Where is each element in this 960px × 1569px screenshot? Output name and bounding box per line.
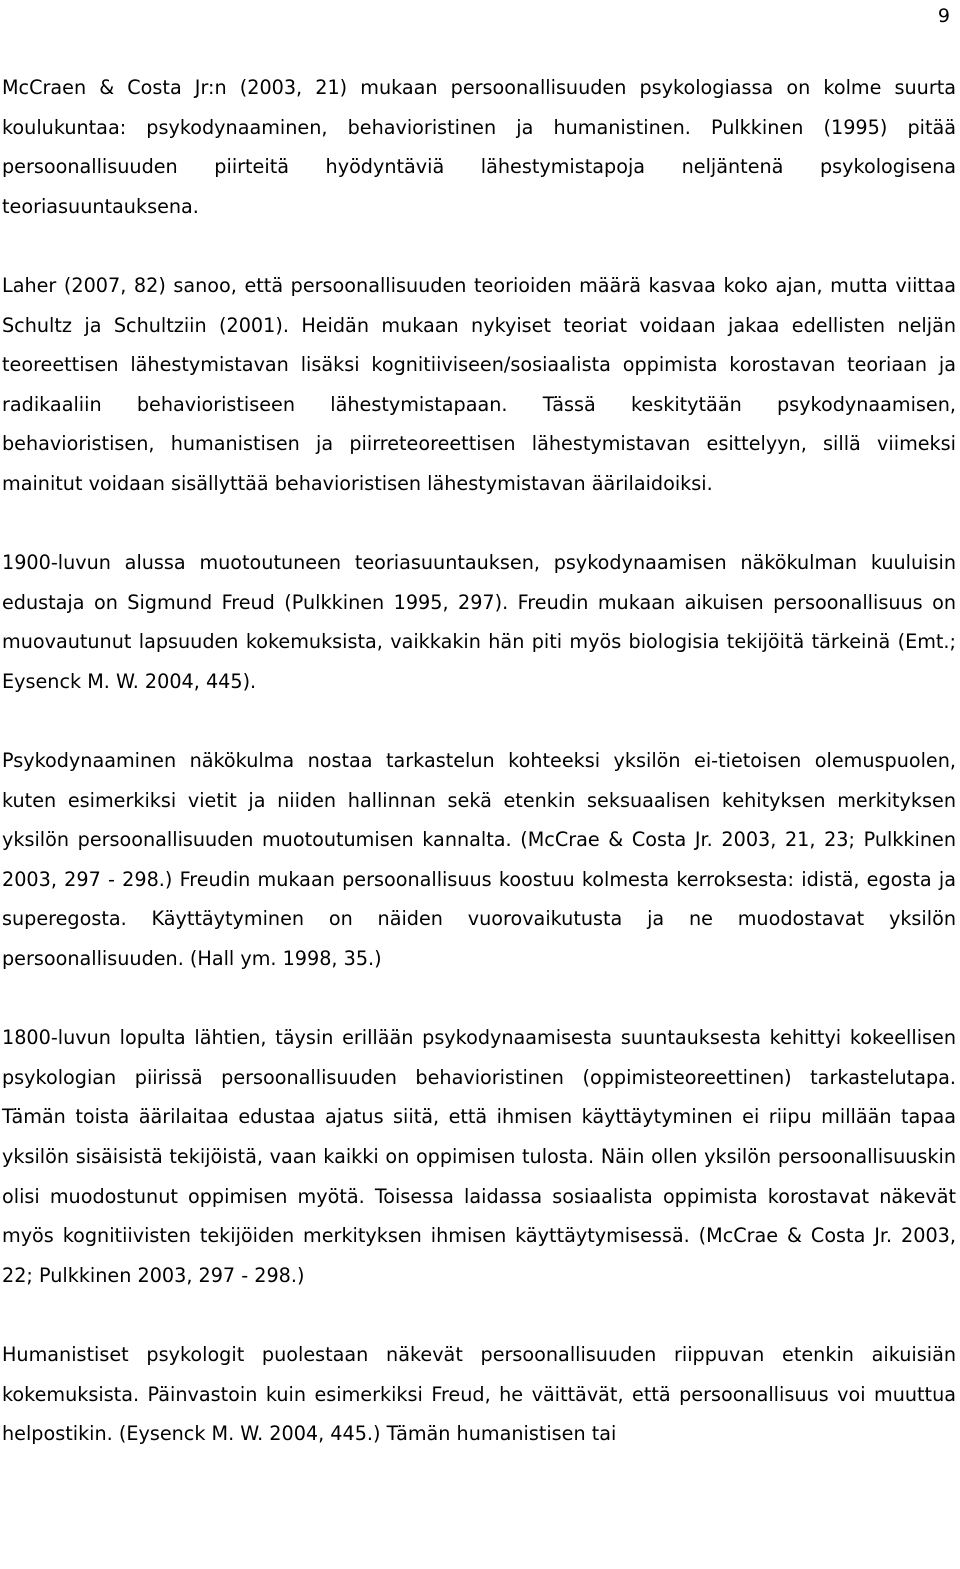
paragraph: 1900-luvun alussa muotoutuneen teoriasuuntauksen, psykodynaamisen näkökulman kuuluisin edustaja on Sigmund Freud (Pulkkinen 1995, 297). Freudin mukaan aikuisen persoonallisuus on muovautunut lapsuuden kokemuksista, vaikkakin hän piti myös biologisia tekijöitä tärkeinä (Emt.; Eysenck M. W. 2004, 445). (2, 551, 956, 693)
paragraph: 1800-luvun lopulta lähtien, täysin erillään psykodynaamisesta suuntauksesta kehittyi kokeellisen psykologian piirissä persoonallisuuden behavioristinen (oppimisteoreettinen) tarkastelutapa. Tämän toista äärilaitaa edustaa ajatus siitä, että ihmisen käyttäytyminen ei riipu millään tapaa yksilön sisäisistä tekijöistä, vaan kaikki on oppimisen tulosta. Näin ollen yksilön persoonallisuuskin olisi muodostunut oppimisen myötä. Toisessa laidassa sosiaalista oppimista korostavat näkevät myös kognitiivisten tekijöiden merkityksen ihmisen käyttäytymisessä. (McCrae & Costa Jr. 2003, 22; Pulkkinen 2003, 297 - 298.) (2, 1026, 956, 1287)
paragraph: Humanistiset psykologit puolestaan näkevät persoonallisuuden riippuvan etenkin aikuisiän kokemuksista. Päinvastoin kuin esimerkiksi Freud, he väittävät, että persoonallisuus voi muuttua helpostikin. (Eysenck M. W. 2004, 445.) Tämän humanistisen tai (2, 1343, 956, 1446)
paragraph: Laher (2007, 82) sanoo, että persoonallisuuden teorioiden määrä kasvaa koko ajan, mutta viittaa Schultz ja Schultziin (2001). Heidän mukaan nykyiset teoriat voidaan jakaa edellisten neljän teoreettisen lähestymistavan lisäksi kognitiiviseen/sosiaalista oppimista korostavan teoriaan ja radikaaliin behavioristiseen lähestymistapaan. Tässä keskitytään psykodynaamisen, behavioristisen, humanistisen ja piirreteoreettisen lähestymistavan esittelyyn, sillä viimeksi mainitut voidaan sisällyttää behavioristisen lähestymistavan äärilaidoiksi. (2, 273, 956, 495)
document-body (2, 68, 956, 1454)
paragraph: McCraen & Costa Jr:n (2003, 21) mukaan persoonallisuuden psykologiassa on kolme suurta koulukuntaa: psykodynaaminen, behavioristinen ja humanistinen. Pulkkinen (1995) pitää persoonallisuuden piirteitä hyödyntäviä lähestymistapoja neljäntenä psykologisena teoriasuuntauksena. (2, 76, 956, 218)
paragraph: Psykodynaaminen näkökulma nostaa tarkastelun kohteeksi yksilön ei-tietoisen olemuspuolen, kuten esimerkiksi vietit ja niiden hallinnan sekä etenkin seksuaalisen kehityksen merkityksen yksilön persoonallisuuden muotoutumisen kannalta. (McCrae & Costa Jr. 2003, 21, 23; Pulkkinen 2003, 297 - 298.) Freudin mukaan persoonallisuus koostuu kolmesta kerroksesta: idistä, egosta ja superegosta. Käyttäytyminen on näiden vuorovaikutusta ja ne muodostavat yksilön persoonallisuuden. (Hall ym. 1998, 35.) (2, 749, 956, 971)
page-number: 9 (937, 5, 950, 27)
